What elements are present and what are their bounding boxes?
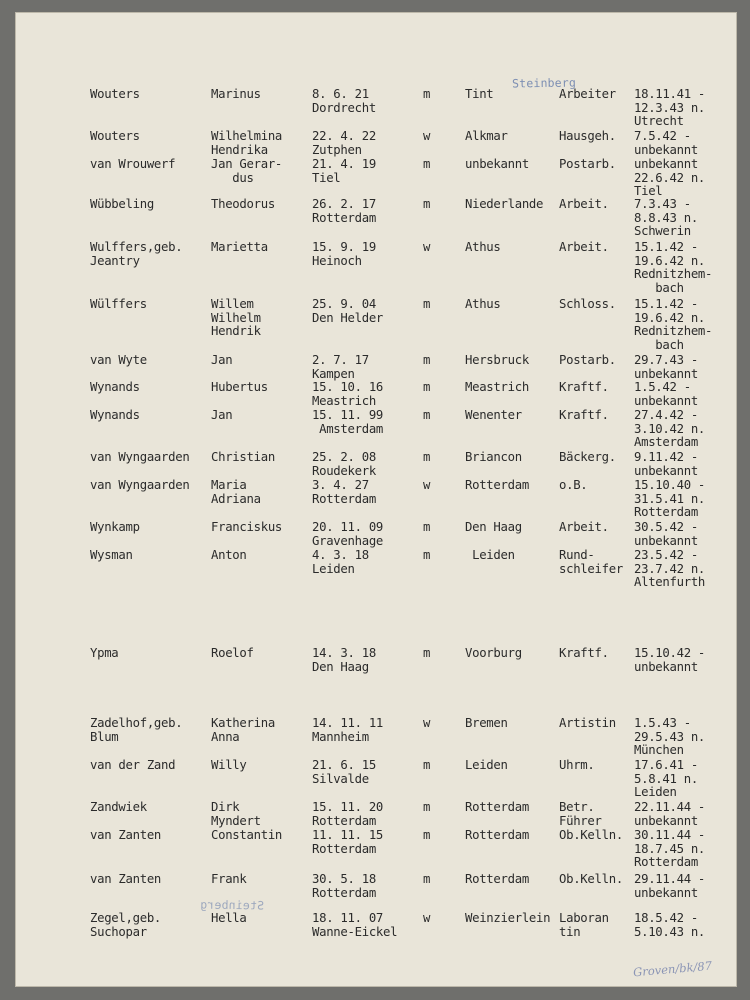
- given-name-cell: Hella: [211, 911, 247, 925]
- occupation-cell: Arbeit.: [559, 520, 609, 534]
- place-cell: Rotterdam: [465, 800, 529, 814]
- place-cell: Alkmar: [465, 129, 508, 143]
- given-name-cell: Theodorus: [211, 197, 275, 211]
- given-name-cell: Marinus: [211, 87, 261, 101]
- place-cell: unbekannt: [465, 157, 529, 171]
- occupation-cell: Hausgeh.: [559, 129, 616, 143]
- birth-date-place-cell: 20. 11. 09 Gravenhage: [312, 520, 384, 548]
- given-name-cell: Christian: [211, 450, 275, 464]
- sex-cell: w: [423, 240, 431, 254]
- place-cell: Weinzierlein: [465, 911, 551, 925]
- given-name-cell: Hubertus: [211, 380, 268, 394]
- occupation-cell: Rund- schleifer: [559, 548, 623, 576]
- surname-cell: Wynkamp: [90, 520, 140, 534]
- place-cell: Leiden: [465, 548, 515, 562]
- given-name-cell: Jan: [211, 408, 233, 422]
- handwritten-note: Groven/bk/87: [632, 958, 713, 980]
- place-cell: Rotterdam: [465, 828, 529, 842]
- occupation-cell: Uhrm.: [559, 758, 595, 772]
- place-cell: Bremen: [465, 716, 508, 730]
- occupation-cell: Kraftf.: [559, 646, 609, 660]
- place-cell: Rotterdam: [465, 478, 529, 492]
- sex-cell: m: [423, 197, 431, 211]
- birth-date-place-cell: 22. 4. 22 Zutphen: [312, 129, 376, 157]
- given-name-cell: Franciskus: [211, 520, 283, 534]
- birth-date-place-cell: 2. 7. 17 Kampen: [312, 353, 369, 381]
- place-cell: Leiden: [465, 758, 508, 772]
- birth-date-place-cell: 14. 11. 11 Mannheim: [312, 716, 384, 744]
- surname-cell: van Zanten: [90, 872, 162, 886]
- dates-cell: 29.11.44 - unbekannt: [634, 872, 706, 900]
- given-name-cell: Anton: [211, 548, 247, 562]
- surname-cell: Wouters: [90, 129, 140, 143]
- birth-date-place-cell: 25. 9. 04 Den Helder: [312, 297, 384, 325]
- surname-cell: Wübbeling: [90, 197, 154, 211]
- document-page: [15, 12, 737, 987]
- sex-cell: m: [423, 450, 431, 464]
- place-cell: Den Haag: [465, 520, 522, 534]
- surname-cell: Wynands: [90, 408, 140, 422]
- birth-date-place-cell: 3. 4. 27 Rotterdam: [312, 478, 376, 506]
- dates-cell: 7.3.43 - 8.8.43 n. Schwerin: [634, 197, 698, 238]
- sex-cell: m: [423, 380, 431, 394]
- dates-cell: 18.11.41 - 12.3.43 n. Utrecht: [634, 87, 706, 128]
- dates-cell: 18.5.42 - 5.10.43 n.: [634, 911, 706, 939]
- sex-cell: w: [423, 129, 431, 143]
- place-cell: Voorburg: [465, 646, 522, 660]
- given-name-cell: Jan Gerar- dus: [211, 157, 283, 185]
- dates-cell: 17.6.41 - 5.8.41 n. Leiden: [634, 758, 698, 799]
- place-cell: Athus: [465, 297, 501, 311]
- occupation-cell: Schloss.: [559, 297, 616, 311]
- given-name-cell: Willem Wilhelm Hendrik: [211, 297, 261, 338]
- occupation-cell: Arbeit.: [559, 240, 609, 254]
- sex-cell: w: [423, 716, 431, 730]
- given-name-cell: Katherina Anna: [211, 716, 275, 744]
- sex-cell: m: [423, 872, 431, 886]
- archive-stamp: Steinberg: [511, 75, 577, 91]
- birth-date-place-cell: 15. 9. 19 Heinoch: [312, 240, 376, 268]
- surname-cell: van Zanten: [90, 828, 162, 842]
- surname-cell: Wynands: [90, 380, 140, 394]
- surname-cell: van Wyngaarden: [90, 450, 190, 464]
- place-cell: Briancon: [465, 450, 522, 464]
- place-cell: Niederlande: [465, 197, 544, 211]
- given-name-cell: Dirk Myndert: [211, 800, 261, 828]
- given-name-cell: Wilhelmina Hendrika: [211, 129, 283, 157]
- birth-date-place-cell: 15. 11. 20 Rotterdam: [312, 800, 384, 828]
- place-cell: Tint: [465, 87, 494, 101]
- sex-cell: m: [423, 646, 431, 660]
- dates-cell: 29.7.43 - unbekannt: [634, 353, 698, 381]
- dates-cell: 22.11.44 - unbekannt: [634, 800, 706, 828]
- place-cell: Athus: [465, 240, 501, 254]
- occupation-cell: Laboran tin: [559, 911, 609, 939]
- occupation-cell: o.B.: [559, 478, 588, 492]
- birth-date-place-cell: 18. 11. 07 Wanne-Eickel: [312, 911, 398, 939]
- sex-cell: w: [423, 911, 431, 925]
- birth-date-place-cell: 14. 3. 18 Den Haag: [312, 646, 376, 674]
- sex-cell: m: [423, 297, 431, 311]
- occupation-cell: Betr. Führer: [559, 800, 602, 828]
- dates-cell: unbekannt 22.6.42 n. Tiel: [634, 157, 706, 198]
- sex-cell: m: [423, 520, 431, 534]
- birth-date-place-cell: 15. 10. 16 Meastrich: [312, 380, 384, 408]
- occupation-cell: Postarb.: [559, 353, 616, 367]
- birth-date-place-cell: 8. 6. 21 Dordrecht: [312, 87, 376, 115]
- place-cell: Hersbruck: [465, 353, 529, 367]
- given-name-cell: Marietta: [211, 240, 268, 254]
- surname-cell: Zandwiek: [90, 800, 147, 814]
- sex-cell: m: [423, 828, 431, 842]
- sex-cell: m: [423, 758, 431, 772]
- occupation-cell: Ob.Kelln.: [559, 872, 623, 886]
- occupation-cell: Arbeit.: [559, 197, 609, 211]
- given-name-cell: Willy: [211, 758, 247, 772]
- surname-cell: Wysman: [90, 548, 133, 562]
- sex-cell: m: [423, 353, 431, 367]
- occupation-cell: Postarb.: [559, 157, 616, 171]
- occupation-cell: Kraftf.: [559, 380, 609, 394]
- archive-stamp-reversed: Steinberg: [199, 897, 265, 913]
- place-cell: Wenenter: [465, 408, 522, 422]
- given-name-cell: Frank: [211, 872, 247, 886]
- dates-cell: 15.1.42 - 19.6.42 n. Rednitzhem- bach: [634, 297, 713, 352]
- given-name-cell: Jan: [211, 353, 233, 367]
- occupation-cell: Bäckerg.: [559, 450, 616, 464]
- surname-cell: van Wyte: [90, 353, 147, 367]
- dates-cell: 30.5.42 - unbekannt: [634, 520, 698, 548]
- surname-cell: Wülffers: [90, 297, 147, 311]
- dates-cell: 15.10.42 - unbekannt: [634, 646, 706, 674]
- occupation-cell: Ob.Kelln.: [559, 828, 623, 842]
- dates-cell: 27.4.42 - 3.10.42 n. Amsterdam: [634, 408, 706, 449]
- surname-cell: van der Zand: [90, 758, 176, 772]
- sex-cell: w: [423, 478, 431, 492]
- occupation-cell: Arbeiter: [559, 87, 616, 101]
- sex-cell: m: [423, 157, 431, 171]
- place-cell: Rotterdam: [465, 872, 529, 886]
- dates-cell: 23.5.42 - 23.7.42 n. Altenfurth: [634, 548, 706, 589]
- birth-date-place-cell: 30. 5. 18 Rotterdam: [312, 872, 376, 900]
- dates-cell: 15.1.42 - 19.6.42 n. Rednitzhem- bach: [634, 240, 713, 295]
- sex-cell: m: [423, 408, 431, 422]
- occupation-cell: Artistin: [559, 716, 616, 730]
- surname-cell: Zadelhof,geb. Blum: [90, 716, 183, 744]
- occupation-cell: Kraftf.: [559, 408, 609, 422]
- surname-cell: Zegel,geb. Suchopar: [90, 911, 162, 939]
- given-name-cell: Maria Adriana: [211, 478, 261, 506]
- dates-cell: 30.11.44 - 18.7.45 n. Rotterdam: [634, 828, 706, 869]
- dates-cell: 1.5.43 - 29.5.43 n. München: [634, 716, 706, 757]
- birth-date-place-cell: 4. 3. 18 Leiden: [312, 548, 369, 576]
- birth-date-place-cell: 26. 2. 17 Rotterdam: [312, 197, 376, 225]
- given-name-cell: Roelof: [211, 646, 254, 660]
- dates-cell: 9.11.42 - unbekannt: [634, 450, 698, 478]
- surname-cell: van Wrouwerf: [90, 157, 176, 171]
- birth-date-place-cell: 25. 2. 08 Roudekerk: [312, 450, 376, 478]
- given-name-cell: Constantin: [211, 828, 283, 842]
- sex-cell: m: [423, 548, 431, 562]
- birth-date-place-cell: 21. 4. 19 Tiel: [312, 157, 376, 185]
- dates-cell: 1.5.42 - unbekannt: [634, 380, 698, 408]
- surname-cell: van Wyngaarden: [90, 478, 190, 492]
- birth-date-place-cell: 21. 6. 15 Silvalde: [312, 758, 376, 786]
- sex-cell: m: [423, 800, 431, 814]
- place-cell: Meastrich: [465, 380, 529, 394]
- surname-cell: Wouters: [90, 87, 140, 101]
- surname-cell: Wulffers,geb. Jeantry: [90, 240, 183, 268]
- birth-date-place-cell: 15. 11. 99 Amsterdam: [312, 408, 384, 436]
- dates-cell: 15.10.40 - 31.5.41 n. Rotterdam: [634, 478, 706, 519]
- birth-date-place-cell: 11. 11. 15 Rotterdam: [312, 828, 384, 856]
- dates-cell: 7.5.42 - unbekannt: [634, 129, 698, 157]
- sex-cell: m: [423, 87, 431, 101]
- surname-cell: Ypma: [90, 646, 119, 660]
